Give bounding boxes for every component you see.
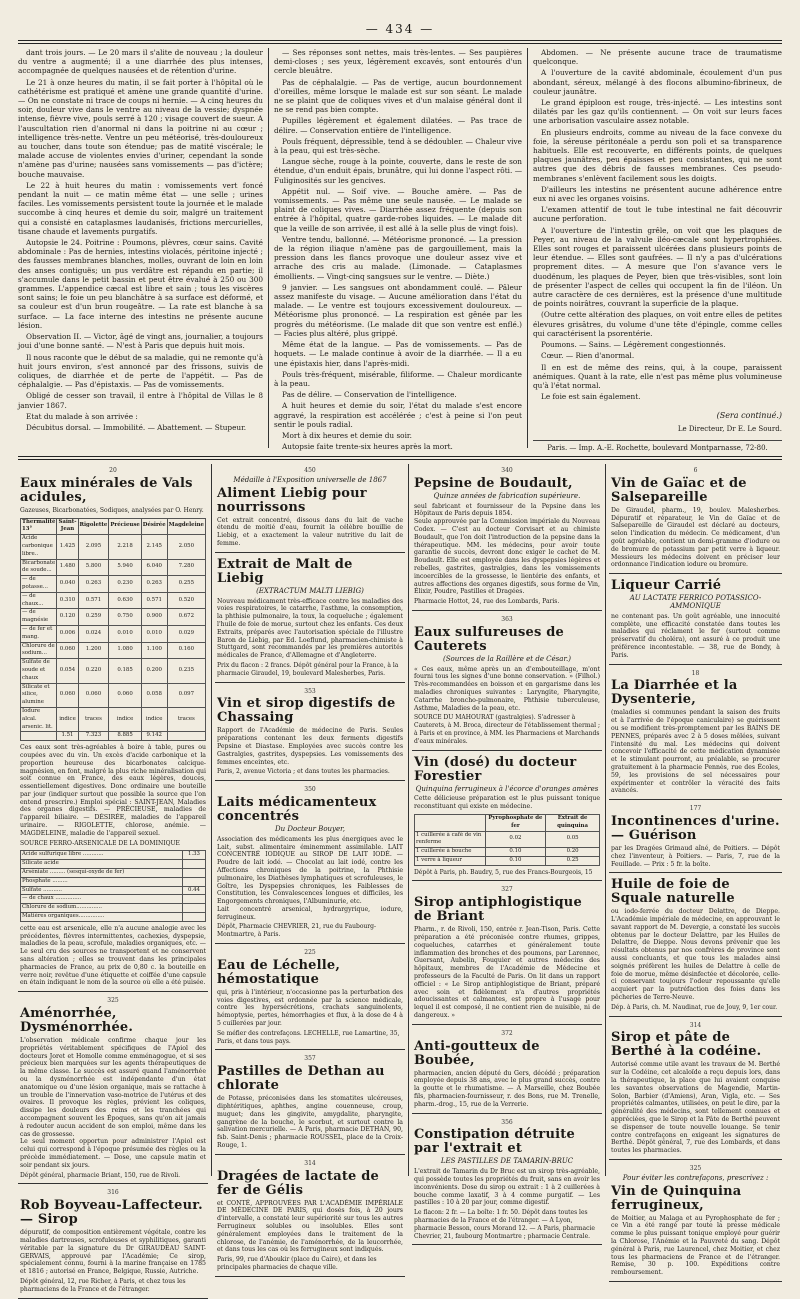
table-cell: 0.200 — [141, 659, 167, 683]
table-header-cell: Extrait de quinquina — [546, 814, 600, 831]
advertisement — [412, 613, 602, 751]
table-cell: 0.44 — [182, 886, 205, 895]
table-cell: 0.060 — [57, 642, 78, 659]
table-cell: — de fer et mang. — [21, 625, 57, 642]
ad-title: Liqueur Carrié — [611, 578, 722, 594]
ad-subtitle: Gazeuses, Bicarbonatées, Sodiques, analysées par O. Henry. — [20, 506, 204, 514]
article-column-3-text — [533, 48, 782, 401]
article-paragraph: Obligé de cesser son travail, il entre à l'hôpital de Villas le 8 janvier 1867. — [18, 391, 263, 410]
table-cell: 0.006 — [57, 625, 78, 642]
ad-title: Huile de foie de Squale naturelle — [611, 877, 735, 907]
table-header-cell: Pyrophosphate de fer — [485, 814, 545, 831]
table-cell: 0.185 — [109, 659, 141, 683]
advertisement — [609, 875, 782, 1016]
article-column-1 — [18, 48, 263, 448]
table-cell: 9.142 — [141, 732, 167, 741]
ad-title: Rob Boyveau-Laffecteur. — Sirop — [20, 1198, 203, 1228]
ad-title: Vin et sirop digestifs de Chassaing — [217, 696, 396, 726]
table-cell: 0.263 — [78, 576, 109, 593]
article-paragraph: En plusieurs endroits, comme au niveau de la face convexe du foie, la séreuse péritonéale a perdu son poli et sa transparence habituels. Elle est recouverte, en différents points, de quelques plaques jaunâtres, peu épaisses et peu consistantes, qui ne sont autres que des débris de fausses membranes. Ces pseudo-membranes s'enlèvent facilement sous les doigts. — [533, 127, 782, 183]
article-paragraph: Il nous raconte que le début de sa maladie, qui ne remonte qu'à huit jours environ, s'est annoncé par des frissons, suivis de coliques, de diarrhée et de perte de l'appétit. — Pas de céphalalgie. — Pas d'épistaxis. — Pas de vomissements. — [18, 352, 263, 390]
article-paragraph: Pouls très-fréquent, misérable, filiforme. — Chaleur mordicante à la peau. — [274, 369, 522, 388]
table-cell: 0.230 — [109, 576, 141, 593]
article-paragraph: L'examen attentif de tout le tube intestinal ne fait découvrir aucune perforation. — [533, 205, 782, 224]
ad-subtitle: Quinze années de fabrication supérieure. — [433, 491, 581, 500]
table-cell: Phosphate ......... — [21, 877, 183, 886]
advertisement — [609, 667, 782, 801]
advertisement — [412, 753, 602, 882]
ad-title: Sirop antiphlogistique de Briant — [414, 895, 582, 925]
ad-body: Rapport de l'Académie de médecine de Paris. Seules préparations contenant les deux ferments digestifs Pepsine et Diastase. Employées avec succès contre les Gastralgies, gastrites, dyspepsies. Les vomissements des femmes enceintes, etc. — [217, 727, 403, 766]
article-paragraph: Ventre tendu, ballonné. — Météorisme prononcé. — La pression de la région iliaque n'amène pas de gargouillement, mais la pression dans les flancs provoque une douleur assez vive et arrache des cris au malade. (Limonade. — Cataplasmes émollients. — Vingt-cinq sangsues sur le ventre. — Diète.) — [274, 234, 522, 281]
ad-body: ou iodo-ferrée du docteur Delattre, de Dieppe. L'Académie impériale de médecine, en approuvant le savant rapport de M. Devergie, a constaté les succès obtenus par le docteur Delattre, par les Huiles de Delattre, de Dieppe. Nous devons prévenir que les résultats obtenus par nos confrères de province sont aussi concluants, et que tous les malades ainsi soignés préfèrent les huiles de Delattre à celle de foie de morue, même désinfectée et décolorée, celle-ci conservant toujours l'odeur repoussante qu'elle acquiert par la putréfaction des foies dans les pêcheries de Terre-Neuve. — [611, 908, 780, 1002]
table-cell: 1 verre à liqueur — [415, 856, 486, 865]
ad-subtitle: Médaille à l'Exposition universelle de 1867 — [233, 475, 387, 484]
ad-body: dépuratif, de composition entièrement végétale, contre les maladies dartreuses, scrofuleuses et syphilitiques, garanti véritable par la signature du Dr GIRAUDEAU SAINT-GERVAIS, approuvé par l'Académie; Ce sirop, spécialement connu, fourni à la marine française en 1785 et 1816 ; autorisé en France, Belgique, Russie, Autriche. — [20, 1229, 206, 1276]
table-header-cell: Thermalité 13° — [21, 518, 57, 535]
article-paragraph: Il en est de même des reins, qui, à la coupe, paraissent anémiques. Quant à la rate, elle n'est pas même plus volumineuse qu'à l'état normal. — [533, 362, 782, 390]
table-cell: 0.010 — [141, 625, 167, 642]
table-cell: 0.255 — [167, 576, 205, 593]
ads-column-2 — [215, 464, 405, 1271]
article-paragraph: Pas de délire. — Conservation de l'intelligence. — [282, 390, 457, 400]
ad-number: 340 — [501, 467, 513, 474]
article-paragraph: A l'ouverture de la cavité abdominale, écoulement d'un pus abondant, séreux, mélangé à des flocons albumino-fibrineux, de couleur jaunâtre. — [533, 68, 782, 96]
ad-number: 225 — [304, 949, 316, 957]
ad-body: L'extrait de Tamarin du Dr Bruc est un sirop très-agréable, qui possède toutes les propriétés du fruit, sans en avoir les inconvénients. Dose du sirop ou extrait : 1 à 2 cuillerées à bouche comme laxatif, 3 à 4 comme purgatif. — Les pastilles : 10 à 20 par jour, comme digestif. — [414, 1168, 600, 1207]
mineral-analysis-table — [20, 518, 206, 742]
composition-table — [20, 850, 206, 921]
article-paragraph: Abdomen. — Ne présente aucune trace de traumatisme quelconque. — [533, 48, 782, 67]
table-cell: 0.571 — [78, 592, 109, 609]
ad-body: seul fabricant et fournisseur de la Pepsine dans les Hôpitaux de Paris depuis 1854. — [414, 502, 600, 518]
table-row — [21, 904, 206, 913]
table-header-cell: Saint-Jean — [57, 518, 78, 535]
table-row — [21, 913, 206, 922]
article-paragraph: dant trois jours. — Le 20 mars il s'alite de nouveau ; la douleur du ventre a augmenté; il a une diarrhée des plus intenses, accompagnée de quelques nausées et de rétention d'urine. — [18, 48, 263, 76]
table-cell: Bicarbonate de soude... — [21, 559, 57, 576]
ad-number: 357 — [304, 1055, 316, 1063]
ad-body: de Potasse, préconisées dans les stomatites ulcéreuses, diphtéritiques, aphthes, angine couenneuse, croup, muguet; dans les gingivite, amygdalite, pharyngite, gangrène de la bouche, le scorbut, et surtout contre la salivation mercurielle. — A Paris, pharmacie DETHAN, 90, fsb. Saint-Denis ; pharmacie ROUSSEL, place de la Croix-Rouge, 1. — [217, 1095, 403, 1150]
ad-body: L'observation médicale confirme chaque jour les propriétés véritablement spécifiques de l'Apiol des docteurs Joret et Homolle comme emménagogue, et si ses précieux bien marquées sur les agents thérapeutiques de la même classe. Le succès est assuré quand l'aménorrhée ou la dysménorrhée est indépendante d'un état anatomique ou d'une lésion organique, mais se rattache à un trouble de l'innervation vaso-motrice de l'utérus et des ovaires. Il provoque les règles, prévient les coliques, dissipe les douleurs des reins et les tranchées qui accompagnent souvent les Époques, sans qu'on ait jamais à redouter aucun accident de son emploi, même dans les cas de grossesse. — [20, 1037, 206, 1138]
ads-column-3 — [412, 464, 602, 1240]
table-cell: 0.672 — [167, 609, 205, 626]
table-cell: — de potasse... — [21, 576, 57, 593]
table-row — [21, 609, 206, 626]
table-cell — [182, 869, 205, 878]
director-signature: Le Directeur, Dr E. Le Sourd. — [677, 424, 782, 433]
advertisement — [215, 1157, 405, 1277]
table-cell: 2.050 — [167, 535, 205, 559]
table-cell: 0.05 — [546, 831, 600, 848]
ad-number: 177 — [689, 805, 702, 813]
table-cell: 0.060 — [57, 683, 78, 707]
ad-number: 325 — [689, 1165, 702, 1173]
advertisement — [412, 464, 602, 611]
article-column-2 — [274, 48, 522, 452]
advertisement — [18, 994, 208, 1184]
table-row — [21, 683, 206, 707]
ad-body: pharmacien, ancien député du Gers, décédé ; préparation employée depuis 38 ans, avec le plus grand succès, contre la goutte et le rhumatisme. — A Marseille, chez Boubée fils, pharmacien-fournisseur, r. des Bons, rue M. Trenelle, pharm.-drog., 15, rue de la Verrerie. — [414, 1069, 600, 1108]
table-cell: 0.630 — [109, 592, 141, 609]
table-header-cell: Désirée — [141, 518, 167, 535]
table-cell: 1 cuillerée à bouche — [415, 848, 486, 857]
ad-body: et CONTÉ, APPROUVÉES PAR L'ACADÉMIE IMPÉRIALE DE MÉDECINE DE PARIS, qui dosés fois, à 20 jours d'intervalle, a constaté leur supériorité sur tous les autres Ferrugineux solubles ou insolubles. Elles sont généralement employées dans le traitement de la chlorose, de l'anémie, de l'aménorrhée, de la leucorrhée, et dans tous les cas où les ferrugineux sont indiqués. — [217, 1199, 403, 1254]
advertisement — [609, 802, 782, 873]
table-cell — [21, 732, 57, 741]
article-paragraph: Autopsie faite trente-six heures après la mort. — [282, 442, 453, 452]
article-paragraph: — Ses réponses sont nettes, mais très-lentes. — Ses paupières demi-closes ; ses yeux, légèrement excavés, sont entourés d'un cercle bleuâtre. — [274, 48, 522, 76]
ad-number: 353 — [304, 687, 316, 695]
ads-column-1 — [18, 464, 208, 1293]
column-divider — [605, 464, 606, 1176]
ad-footer: SOURCE DU MAHOURAT (gastralgies). S'adresser à Cauterets, à M. Broca, directeur de l'établissement thermal ; à Paris et en province, à MM. les Pharmaciens et Marchands d'eaux minérales. — [414, 714, 600, 745]
page-number: — 434 — — [365, 22, 435, 36]
table-row — [21, 576, 206, 593]
table-cell — [182, 877, 205, 886]
ad-title: Constipation détruite par l'extrait et — [414, 1127, 575, 1157]
top-rule — [18, 40, 782, 41]
table-cell: 0.097 — [167, 683, 205, 707]
ad-title: Eaux sulfureuses de Cauterets — [414, 624, 564, 654]
ad-footer: Dép. à Paris, ch. M. Naudinat, rue de Jouy, 9, 1er cour. — [611, 1003, 778, 1011]
ad-number: 325 — [107, 997, 119, 1005]
column-divider — [408, 464, 409, 1176]
ad-body: Cet extrait concentré, dissous dans du lait de vache étendu de moitié d'eau, fournit la célèbre bouillie de Liebig, et a exactement la valeur nutritive du lait de femme. — [217, 516, 403, 547]
column-divider — [527, 48, 528, 448]
table-cell: Iodure alcal. arsenic. lit. — [21, 707, 57, 731]
table-cell: 7.280 — [167, 559, 205, 576]
table-row — [21, 642, 206, 659]
table-cell: Sulfate ........... — [21, 886, 183, 895]
table-cell: 0.010 — [109, 625, 141, 642]
table-cell: — de chaux... — [21, 592, 57, 609]
table-header-row — [21, 518, 206, 535]
article-paragraph: Appétit nul. — Soif vive. — Bouche amère. — Pas de vomissements. — Pas même une seule nausée. — Le malade se plaint de coliques vives. — Diarrhée assez fréquente (depuis son entrée à l'hôpital, quatre garde-robes liquides. — Le malade dit que la veille de son arrivée, il est allé à la selle plus de vingt fois). — [274, 186, 522, 233]
continued-note: (Sera continué.) — [716, 411, 782, 421]
ad-body: Le seul moment opportun pour administrer l'Apiol est celui qui correspond à l'époque présumée des règles ou la précède immédiatement. — Dose, une capsule matin et soir pendant six jours. — [20, 1138, 206, 1169]
table-row — [21, 659, 206, 683]
advertisement — [412, 1027, 602, 1114]
ad-footer: Paris, 99, rue d'Aboukir (place du Caire), et dans les principales pharmacies de chaque ville. — [217, 1256, 377, 1271]
article-column-3 — [533, 48, 782, 453]
ad-body: Pharm., r. de Rivoli, 150, entrée r. Jean-Tison, Paris. Cette préparation a été préconisée contre rhumes, grippes, coqueluches, catarrhes et généralement toute inflammation des bronches et des poumons, par Larennec, Guersant, Aubelin, Fouquier et autres médecins des hôpitaux, membres de l'Académie de Médecine et professeurs de la Faculté de Paris. On lit dans un rapport officiel : « Le Sirop antiphlogistique de Briant, préparé avec soin et fidèlement n'a d'autres propriétés adoucissantes et calmantes, est propre à l'usage pour lequel il est composé, il ne contient rien de nuisible, ni de dangereux. » — [414, 926, 600, 1020]
table-cell: 0.900 — [141, 609, 167, 626]
ad-title: Anti-goutteux de Boubée, — [414, 1038, 540, 1068]
column-divider — [211, 464, 212, 1176]
table-cell: indice — [109, 707, 141, 731]
table-row — [21, 625, 206, 642]
table-cell: 0.024 — [78, 625, 109, 642]
table-row — [21, 851, 206, 860]
ad-number: 20 — [109, 467, 117, 474]
article-paragraph: Observation II. — Victor, âgé de vingt ans, journalier, a toujours joui d'une bonne santé. — N'est à Paris que depuis huit mois. — [18, 332, 263, 351]
ad-title: Laits médicamenteux concentrés — [217, 794, 377, 824]
advertisement — [215, 464, 405, 553]
ad-number: 316 — [107, 1189, 119, 1197]
table-cell: 0.571 — [141, 592, 167, 609]
table-cell: Arséniate ......... (sesqui-oxyde de fer) — [21, 869, 183, 878]
table-cell: Acide carbonique libre.. — [21, 535, 57, 559]
ads-top-rule — [18, 456, 782, 457]
table-cell: 1.480 — [57, 559, 78, 576]
ad-title: Incontinences d'urine. — Guérison — [611, 813, 780, 843]
table-cell: 6.040 — [141, 559, 167, 576]
advertisement — [609, 464, 782, 574]
article-paragraph: Décubitus dorsal. — Immobilité. — Abattement. — Stupeur. — [26, 422, 247, 432]
ad-footer: Prix du flacon : 2 francs. Dépôt général pour la France, à la pharmacie Giraudel, 19, boulevard Malesherbes, Paris. — [217, 661, 399, 677]
advertisement — [18, 1186, 208, 1298]
table-cell: 7.323 — [78, 732, 109, 741]
ad-number: 450 — [304, 467, 316, 474]
table-cell: 2.095 — [78, 535, 109, 559]
table-cell — [182, 860, 205, 869]
ad-title: La Diarrhée et la Dysenterie, — [611, 678, 738, 708]
ad-title: Aliment Liebig pour nourrissons — [217, 485, 367, 515]
article-paragraph: Le 22 à huit heures du matin : vomissements vert foncé pendant la nuit — ce matin même état — une selle ; urines faciles. Les vomissements persistent toute la journée et le malade succombe à cinq heures et demie du soir, malgré un traitement qui a consisté en cataplasmes laudanisés, frictions mercurielles, tisane chaude et lavements purgatifs. — [18, 180, 263, 236]
table-row — [21, 732, 206, 741]
article-paragraph: D'ailleurs les intestins ne présentent aucune adhérence entre eux ni avec les organes voisins. — [533, 184, 782, 204]
ad-number: 350 — [304, 786, 316, 794]
article-paragraph: Le grand épiploon est rouge, très-injecté. — Les intestins sont dilatés par les gaz qu'ils contiennent. — On voit sur leurs faces une arborisation vasculaire assez notable. — [533, 98, 782, 126]
ad-title: Vin de Quinquina ferrugineux, — [611, 1183, 742, 1213]
ad-body: par les Dragées Grimaud aîné, de Poitiers. — Dépôt chez l'inventeur, à Poitiers. — Paris, 7, rue de la Feuillade. — Prix : 5 fr. la boîte. — [611, 844, 780, 868]
table-cell: 1.200 — [78, 642, 109, 659]
ad-body: qui, pris à l'intérieur, n'occasionne pas la perturbation des voies digestives, est ordonnée par la science médicale, contre les hypersécrétions, crachats sanguinolents, hémoptysie, pertes, hémorrhagies et flux, à la dose de 4 à 5 cuillerées par jour. — [217, 988, 403, 1028]
article-paragraph: Pupilles légèrement et également dilatées. — Pas trace de délire. — Conservation entière de l'intelligence. — [274, 116, 522, 135]
ad-title: Eau de Léchelle, hémostatique — [217, 957, 341, 987]
ad-body: Cette délicieuse préparation est le plus puissant tonique reconstituant qui existe en médecine. — [414, 795, 600, 811]
article-paragraph: A l'ouverture de l'intestin grêle, on voit que les plaques de Peyer, au niveau de la valvule iléo-cæcale sont hypertrophiées. Elles sont rouges et paraissent ulcérées dans plusieurs points de leur étendue. — Elles sont gaufrées. — Il n'y a pas d'ulcérations proprement dites. — A mesure que l'on s'avance vers le duodénum, les plaques de Peyer, bien que très-visibles, sont loin de présenter l'aspect de celles qui occupent la fin de l'iléon. Un autre caractère de ces dernières, est la présence d'une multitude de points noirâtres, couvrant la superficie de la plaque. — [533, 225, 782, 309]
table-row — [21, 707, 206, 731]
table-row — [21, 869, 206, 878]
article-paragraph: Autopsie le 24. Poitrine : Poumons, plèvres, cœur sains. Cavité abdominale : Pas de hernies, intestins violacés, péritoine injecté ; des fausses membranes blanches, molles, ouvrant de loin en loin des anses contiguës; un pus verdâtre est répandu en partie; il s'accumule dans le petit bassin et peut être évalué à 250 ou 300 grammes. L'appendice cæcal est libre et sain ; tous les viscères sont sains; le foie un peu blanchâtre à sa surface est déformé, et sa couleur est d'un brun rougeâtre. — La rate est blanche à sa surface. — La face interne des intestins ne présente aucune lésion. — [18, 238, 263, 330]
article-paragraph: Pouls fréquent, dépressible, tend à se dédoubler. — Chaleur vive à la peau, qui est très-sèche. — [274, 136, 522, 156]
ad-subtitle: Quinquina ferrugineux à l'écorce d'oranges amères — [415, 784, 599, 793]
ad-body: De Giraudel, pharm., 19, boulev. Malesherbes. Dépuratif et réparateur, le Vin de Gaïac et de Salsepareille de Giraudel est déclaré au docteurs, selon l'indication du médecin. Ce médicament, d'un goût agréable, contient un demi-gramme d'iodure ou de bromure de potassium par petit verre à liqueur. Messieurs les médecins doivent en préciser leur ordonnance l'indication iodure ou bromure. — [611, 506, 780, 569]
ad-footer: Pharmacie Hottot, 24, rue des Lombards, Paris. — [414, 598, 560, 606]
advertisement — [412, 883, 602, 1024]
advertisement — [215, 946, 405, 1050]
table-cell: 1.080 — [109, 642, 141, 659]
ad-subtitle: Pour éviter les contrefaçons, prescrivez : — [622, 1173, 769, 1182]
table-cell: 0.10 — [485, 856, 545, 865]
article-paragraph: Le foie est sain également. — [541, 392, 641, 402]
table-cell: 0.029 — [167, 625, 205, 642]
table-cell: Chlorure de sodium... — [21, 642, 57, 659]
ad-title: Vin de Gaïac et de Salsepareille — [611, 475, 747, 505]
table-cell: 0.25 — [546, 856, 600, 865]
article-paragraph: Mort à dix heures et demie du soir. — [282, 430, 412, 440]
ad-title: Eaux minérales de Vals acidules, — [20, 475, 193, 505]
ad-number: 18 — [691, 669, 700, 677]
ad-title: Dragées de lactate de fer de Gélis — [217, 1168, 379, 1198]
table-cell — [182, 913, 205, 922]
ads-column-4 — [609, 464, 782, 1277]
table-cell: 0.160 — [167, 642, 205, 659]
table-row — [415, 848, 600, 857]
ad-title: Extrait de Malt de Liebig — [217, 556, 353, 586]
table-cell: 8.885 — [109, 732, 141, 741]
table-row — [21, 535, 206, 559]
table-cell — [182, 904, 205, 913]
article-paragraph: Etat du malade à son arrivée : — [26, 411, 138, 421]
ad-title: Pastilles de Dethan au chlorate — [217, 1064, 385, 1094]
table-cell: Matières organiques............... — [21, 913, 183, 922]
table-cell: 0.060 — [78, 683, 109, 707]
table-row — [21, 860, 206, 869]
ad-subtitle: Du Docteur Bouyer, — [275, 824, 345, 833]
advertisement — [18, 464, 208, 992]
advertisement — [215, 1052, 405, 1154]
table-row — [415, 856, 600, 865]
table-cell — [167, 732, 205, 741]
table-row — [21, 886, 206, 895]
column-divider — [268, 48, 269, 448]
table-cell: 1.51 — [57, 732, 78, 741]
table-cell: Sulfate de soude et chaux — [21, 659, 57, 683]
article-paragraph: Poumons. — Sains. — Légèrement congestionnés. — [541, 340, 726, 350]
ad-body: Lait concentré arsenical, hydrargyrique, iodure, ferrugineux. — [217, 905, 403, 921]
table-cell: 5.940 — [109, 559, 141, 576]
ads-top-rule-thin — [18, 459, 782, 460]
table-cell: 0.220 — [78, 659, 109, 683]
table-cell — [182, 895, 205, 904]
advertisement — [609, 1162, 782, 1282]
article-paragraph: Cœur. — Rien d'anormal. — [541, 351, 635, 361]
table-header-cell — [415, 814, 486, 831]
table-cell: 0.058 — [141, 683, 167, 707]
table-cell: 0.259 — [78, 609, 109, 626]
ad-footer: Dépôt, Pharmacie CHEVRIER, 21, rue du Faubourg-Montmartre, à Paris. — [217, 923, 377, 939]
article-paragraph: Langue sèche, rouge à la pointe, couverte, dans le reste de son étendue, d'un enduit épais, brunâtre, qui lui donne l'aspect rôti. — Fuliginosités sur les gencives. — [274, 157, 522, 185]
table-cell: 1.33 — [182, 851, 205, 860]
table-cell: Chlorure de sodium............... — [21, 904, 183, 913]
ad-footer: Le flacon: 2 fr. — La boîte: 1 fr. 50. Dépôt dans toutes les pharmacies de la France et de l'étranger. — A Lyon, pharmacie Besson, cours Morand 12. — A Paris, pharmacie Chevrier, 21, faubourg Montmartre ; pharmacie Centrale. — [414, 1209, 595, 1240]
advertisement — [609, 1019, 782, 1160]
ad-number: 356 — [501, 1118, 513, 1126]
ad-title: Sirop et pâte de Berthé à la codéine. — [611, 1030, 762, 1060]
top-rule-thin — [18, 43, 782, 44]
article-paragraph: Le 21 à onze heures du matin, il se fait porter à l'hôpital où le cathétérisme est pratiqué et amène une grande quantité d'urine. — On ne constate ni trace de coups ni hernie. — A cinq heures du soir, douleur vive dans le ventre au niveau de la vessie; dyspnée intense, fièvre vive, pouls serré à 120 ; visage couvert de sueur. A l'auscultation rien d'anormal ni dans la poitrine ni au cœur ; intelligence très-nette. Ventre un peu météorisé, très-douloureux au toucher, dans toute son étendue; pas de matité viscérale; le malade accuse de violentes envies d'uriner, cependant la sonde n'amène pas d'urine; nausées sans vomissements — pas d'ictère; bouche mauvaise. — [18, 77, 263, 179]
article-paragraph: Pas de céphalalgie. — Pas de vertige, aucun bourdonnement d'oreilles, même lorsque le malade est sur son séant. Le malade ne se plaint que de coliques vives et d'un malaise général dont il ne se rend pas bien compte. — [274, 77, 522, 115]
table-cell: 1.100 — [141, 642, 167, 659]
table-cell: 5.800 — [78, 559, 109, 576]
table-cell: traces — [78, 707, 109, 731]
table-cell: indice — [57, 707, 78, 731]
table-cell: 2.145 — [141, 535, 167, 559]
printer-line: Paris. — Imp. A.-E. Rochette, boulevard Montparnasse, 72-80. — [533, 440, 782, 453]
ad-body: Ces eaux sont très-agréables à boire à table, pures ou coupées avec du vin. Un excès d'acide carbonique et la proportion heureuse des bicarbonates calcique-magnésien, en font, malgré la plus riche minéralisation qui soit connue en France, des eaux légères, douces, essentiellement digestives. Donc ordinaire une bouteille par jour (indiquer surtout que possible la source que l'on entend prescrire.) Emploi spécial : SAINT-JEAN, Maladies des organes digestifs. — PRÉCIEUSE, maladies de l'appareil biliaire. — DÉSIRÉE, maladies de l'appareil urinaire. — RIGOLETTE, chlorose, anémie. — MAGDELEINE, maladie de l'appareil sexuel. — [20, 744, 206, 837]
ad-body: Nouveau médicament très-efficace contre les maladies des voies respiratoires, le catarrhe, l'asthme, la consomption, la phthisie pulmonaire, la toux, la coqueluche ; également l'huile de foie de morue, surtout chez les enfants. Ces deux Extraits, préparés avec l'autorisation spéciale de l'illustre Baron de Liebig, par Ed. Loeflund, pharmacien-chimiste à Stuttgard, sont recommandés par les premières autorités médicales de France, d'Allemagne et d'Angleterre. — [217, 597, 403, 660]
article-paragraph: Même état de la langue. — Pas de vomissements. — Pas de hoquets. — Le malade continue à avoir de la diarrhée. — Il a eu une épistaxis hier, dans l'après-midi. — [274, 340, 522, 368]
ad-body: Association des médicaments les plus énergiques avec le Lait, subst. alimentaire éminemment assimilable. LAIT CONCENTRÉ IODIQUE au SIROP DE LAIT IODÉ. — Poudre de lait iodé. — Chocolat au lait iodé, contre les Affections chroniques de la poitrine, la Phthisie pulmonaire, les Diathèses lymphatiques et scrofuleuses, le Goître, les Dyspepsies chroniques, les Faiblesses de Constitution, les Convalescences longues et difficiles, les Engorgements chroniques, l'Albuminurie, etc. — [217, 835, 403, 906]
table-cell: 0.02 — [485, 831, 545, 848]
table-cell: 0.263 — [141, 576, 167, 593]
table-row — [21, 895, 206, 904]
ad-subtitle: AU LACTATE FERRICO POTASSICO-AMMONIQUE — [629, 594, 762, 610]
ad-body: Seule approuvée par la Commission impériale du Nouveau Codex. — C'est au docteur Corvisart et au chimiste Boudault, que l'on doit l'introduction de la pepsine dans la thérapeutique. MM. les médecins, pour avoir toute garantie de succès, devront donc exiger le cachet de M. Boudault. Elle est employée dans les dyspepsies légères et rebelles, gastrites, gastralgies, dans les vomissements incoercibles de la grossesse, le lientérie des enfants, et autres affections des organes digestifs, sous forme de Vin, Élixir, Poudre, Pastilles et Dragées. — [414, 518, 600, 596]
table-cell: 0.750 — [109, 609, 141, 626]
ad-number: 6 — [693, 467, 698, 474]
table-header-row — [415, 814, 600, 831]
table-cell: 2.218 — [109, 535, 141, 559]
table-header-cell: Magdeleine — [167, 518, 205, 535]
ad-body: Autorisé comme utile avant les travaux de M. Berthé sur la Codéine, cet alcaloïde a reçu depuis lors, dans la thérapeutique, la place que lui avaient conquise les savantes observations de Magendie, Martin-Solon, Barbier (d'Amiens), Aran, Vigla, etc. — Ses propriétés calmantes, utilisées, on peut le dire, par la généralité des médecins, sont tellement connues et appréciées, que le Sirop et la Pâte de Berthé peuvent se dispenser de toute nouvelle louange. Se tenir contre contrefaçons en exigeant les signatures de Berthé. Dépôt général, 7, rue des Lombards, et dans toutes les pharmacies. — [611, 1061, 780, 1155]
ad-note: cette eau est arsenicale, elle n'a aucune analogie avec les précédentes, fièvres intermittentes, cachexies, dyspepsie, maladies de la peau, scrofule, maladies organiques, etc. — Le seul cru des sources ne transportent et ne conservent sans altération ; elles se trouvent dans les principales pharmacies de France, au prix de 0,80 c. la bouteille en verre noir, revêtue d'une étiquette et coiffée d'une capsule en étain indiquant le nom de la source où elle a été puisée. — [20, 924, 206, 987]
table-cell: 0.235 — [167, 659, 205, 683]
table-cell: 0.20 — [546, 848, 600, 857]
table-cell: Silicate acide — [21, 860, 183, 869]
ad-number: 314 — [304, 1159, 316, 1167]
ad-body: ne contenant pas. Un goût agréable, une innocuité complète, une efficacité constatée dans toutes les maladies qui réclament le fer (surtout comme préservatif du choléra), ont assuré à ce produit une préférence incontestable. — 38, rue de Bondy, à Paris. — [611, 612, 780, 659]
ad-subtitle: LES PASTILLES DE TAMARIN-BRUC — [440, 1157, 574, 1166]
ad-footer: Dépôt général, pharmacie Briant, 150, rue de Rivoli. — [20, 1171, 181, 1179]
table-cell: Acide sulfurique libre ............ — [21, 851, 183, 860]
table-cell: traces — [167, 707, 205, 731]
ad-footer: Dépôt général, 12, rue Richer, à Paris, et chez tous les pharmaciens de la France et de l'étranger. — [20, 1277, 186, 1293]
ad-title: Pepsine de Boudault, — [414, 475, 573, 491]
table-cell: — de magnésie — [21, 609, 57, 626]
ad-subtitle: (Sources de la Raillère et de César.) — [443, 654, 571, 663]
article-paragraph: (Outre cette altération des plaques, on voit entre elles de petites élevures grisâtres, du volume d'une tête d'épingle, comme celles qui caractérisent la psorentérie. — [533, 310, 782, 338]
table-cell: Silicate et silice, alumine — [21, 683, 57, 707]
ad-body: (maladies si communes pendant la saison des fruits et à l'arrivée de l'époque caniculaire) se guérissent ou se modifient très-promptement par les BAINS DE PENNES, préparés avec 2 à 5 doses mêlées, suivant l'intensité du mal. Les médecins qui doivent concevoir l'efficacité de cette médication dynamisée et le stimulant pourront, au préalable, se procurer gratuitement à la pharmacie Pennès, rue des Écoles, 59, les provisions de sel nécessaires pour expérimenter et contrôler la véracité des faits avancés. — [611, 709, 780, 795]
table-cell: 0.040 — [57, 576, 78, 593]
ad-title: Vin (dosé) du docteur Forestier — [414, 754, 577, 784]
table-cell: 0.10 — [485, 848, 545, 857]
advertisement — [215, 555, 405, 683]
article-paragraph: 9 janvier. — Les sangsues ont abondamment coulé. — Pâleur assez manifeste du visage. — Aucune amélioration dans l'état du malade. — Le ventre est toujours excessivement douloureux. — Météorisme plus prononcé. — La respiration est gênée par les progrès du météorisme. (Le malade dit que son ventre est enflé.) — Facies plus altéré, plus grippé. — [274, 282, 522, 338]
dosage-table — [414, 814, 600, 866]
advertisement — [609, 576, 782, 664]
table-row — [415, 831, 600, 848]
ad-number: 372 — [501, 1029, 513, 1037]
ad-footer: Dépôt à Paris, ph. Baudry, 5, rue des Francs-Bourgeois, 15 — [414, 868, 593, 876]
advertisement — [412, 1116, 602, 1246]
advertisement — [215, 783, 405, 944]
table-cell: — de chaux ............... — [21, 895, 183, 904]
ad-footer: Paris, 2, avenue Victoria ; et dans toutes les pharmacies. — [217, 768, 390, 776]
table-row — [21, 592, 206, 609]
article-paragraph: A huit heures et demie du soir, l'état du malade s'est encore aggravé, la respiration est accélérée ; c'est à peine si l'on peut sentir le pouls radial. — [274, 401, 522, 429]
table-cell: indice — [141, 707, 167, 731]
table-cell: 0.520 — [167, 592, 205, 609]
advertisement — [215, 685, 405, 782]
ad-body: de Moitier, au Malaga et au Pyrophosphate de fer ; ce Vin a été rangé par toute la presse médicale comme le plus puissant tonique employé pour guérir la Chlorose, l'Anémie et la Pauvreté du sang. Dépôt général à Paris, rue Laurencel, chez Moitier, et chez tous les pharmaciens de France et de l'étranger. Remise, 30 p. 100. Expéditions contre remboursement. — [611, 1214, 780, 1277]
table-cell: 0.310 — [57, 592, 78, 609]
ad-number: 327 — [501, 886, 513, 894]
ad-title: Aménorrhée, Dysménorrhée. — [20, 1006, 134, 1036]
ad-subtitle: (EXTRACTUM MALTI LIEBIG) — [256, 586, 364, 595]
ad-footer: Se méfier des contrefaçons. LECHELLE, rue Lamartine, 35, Paris, et dans tous pays. — [217, 1029, 400, 1045]
ad-body: « Ces eaux, même après un an d'embouteillage, m'ont fourni tous les signes d'une bonne conservation. » (Filhol.) Très-recommandées en boisson et en gargarisme dans les maladies chroniques suivantes : Laryngite, Pharyngite, Catarrhe broncho-pulmonaire, Phthisie tuberculeuse, Asthme, Maladies de la peau, etc. — [414, 665, 600, 712]
table-cell: 0.120 — [57, 609, 78, 626]
table-row — [21, 559, 206, 576]
table-cell: 0.060 — [109, 683, 141, 707]
ad-subtitle: SOURCE FERRO-ARSENICALE DE LA DOMINIQUE — [20, 839, 180, 847]
table-header-cell: Rigolette — [78, 518, 109, 535]
table-row — [21, 877, 206, 886]
ad-number: 363 — [501, 615, 513, 623]
table-header-cell: Précieuse — [109, 518, 141, 535]
table-cell: 0.054 — [57, 659, 78, 683]
table-cell: 1 cuillerée à café de vin renferme — [415, 831, 486, 848]
table-cell: 1.425 — [57, 535, 78, 559]
ad-number: 314 — [689, 1021, 702, 1029]
